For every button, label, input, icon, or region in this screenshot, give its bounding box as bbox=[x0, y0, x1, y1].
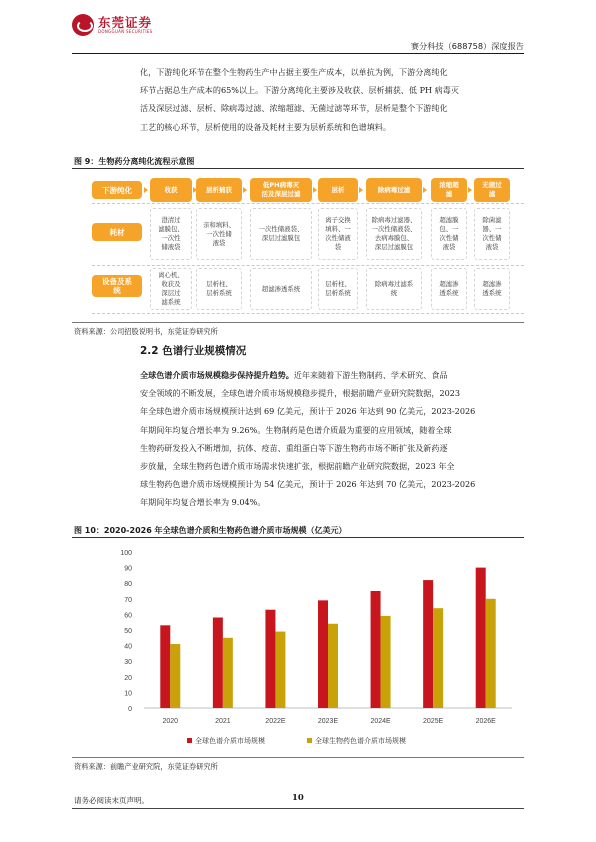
flow-arrow-icon bbox=[313, 187, 317, 193]
bar-global bbox=[318, 600, 328, 708]
figure10-source: 资料来源：前瞻产业研究院，东莞证券研究所 bbox=[74, 762, 218, 771]
flow-consumable-2: 一次性储液袋、 深层过滤膜包 bbox=[250, 208, 312, 260]
flow-equipment-4: 除病毒过滤系 统 bbox=[366, 268, 422, 310]
x-tick-label: 2020 bbox=[162, 718, 179, 725]
flow-consumable-3: 离子交换 填料、一 次性储液 袋 bbox=[318, 208, 358, 260]
figure9-bottom-rule bbox=[72, 322, 524, 323]
y-tick-label: 40 bbox=[124, 643, 132, 651]
legend-label: 全球生物药色谱介质市场规模 bbox=[315, 738, 406, 745]
figure9-source: 资料来源：公司招股说明书，东莞证券研究所 bbox=[74, 327, 218, 336]
flow-step-1: 层析捕获 bbox=[196, 178, 242, 202]
bar-biopharma bbox=[170, 644, 180, 708]
figure10-bottom-rule bbox=[72, 757, 524, 758]
flow-arrow-icon bbox=[144, 187, 148, 193]
x-tick-label: 2026E bbox=[475, 718, 496, 725]
y-tick-label: 70 bbox=[124, 596, 132, 604]
header-divider bbox=[72, 53, 524, 54]
intro-line: 活及深层过滤、层析、除病毒过滤、浓缩超滤、无菌过滤等环节，层析是整个下游纯化 bbox=[140, 103, 448, 114]
figure10-title: 图 10：2020-2026 年全球色谱介质和生物药色谱介质市场规模（亿美元） bbox=[74, 526, 347, 535]
x-tick-label: 2025E bbox=[423, 718, 444, 725]
intro-line: 工艺的核心环节，层析使用的设备及耗材主要为层析系统和色谱填料。 bbox=[140, 121, 391, 132]
market-line: 安全领域的不断发展，全球色谱介质市场规模稳步提升，根据前瞻产业研究院数据，2023 bbox=[140, 388, 461, 399]
footer-disclaimer: 请务必阅读末页声明。 bbox=[74, 796, 149, 805]
y-tick-label: 30 bbox=[124, 659, 132, 667]
flow-consumable-0: 澄清过 滤膜包、 一次性 储液袋 bbox=[150, 208, 192, 260]
flow-step-3: 层析 bbox=[318, 178, 358, 202]
page-number: 10 bbox=[292, 793, 304, 803]
bar-global bbox=[423, 580, 433, 708]
flow-row-label: 下游纯化 bbox=[92, 181, 142, 199]
y-tick-label: 20 bbox=[124, 674, 132, 682]
bar-global bbox=[476, 568, 486, 708]
flow-row-divider bbox=[92, 203, 524, 204]
market-line: 步放量，全球生物药色谱介质市场需求快速扩张，根据前瞻产业研究院数据，2023 年全 bbox=[140, 461, 455, 472]
bar-biopharma bbox=[433, 608, 443, 708]
bar-biopharma bbox=[381, 616, 391, 708]
report-label: 赛分科技（688758）深度报告 bbox=[410, 41, 524, 51]
market-paragraph bbox=[140, 366, 524, 512]
flow-step-2: 低PH病毒灭 活及深层过滤 bbox=[250, 178, 312, 202]
figure9-top-rule bbox=[72, 168, 524, 169]
y-tick-label: 0 bbox=[128, 706, 132, 713]
figure10-top-rule bbox=[72, 537, 524, 538]
intro-line: 环节占据总生产成本的65%以上。下游分离纯化主要涉及收获、层析捕获、低 PH 病毒灭 bbox=[140, 85, 459, 96]
flow-equipment-1: 层析柱、 层析系统 bbox=[196, 268, 242, 310]
logo-text-cn: 东莞证券 bbox=[98, 15, 153, 30]
bar-global bbox=[371, 591, 381, 708]
market-line: 年期间年均复合增长率为 9.04%。 bbox=[140, 497, 266, 508]
x-tick-label: 2021 bbox=[215, 718, 231, 725]
market-line: 年全球色谱介质市场规模预计达到 69 亿美元，预计于 2026 年达到 90 亿美元，2023-2026 bbox=[140, 406, 476, 417]
flow-arrow-icon bbox=[359, 187, 363, 193]
legend-label: 全球色谱介质市场规模 bbox=[195, 738, 265, 745]
flow-consumable-6: 除菌滤 器、一 次性储 液袋 bbox=[474, 208, 510, 260]
logo-text-en: DONGGUAN SECURITIES bbox=[98, 29, 153, 34]
flow-row-label: 设备及系 统 bbox=[92, 275, 142, 297]
y-tick-label: 50 bbox=[124, 628, 132, 635]
intro-line: 化，下游纯化环节在整个生物药生产中占据主要生产成本，以单抗为例，下游分离纯化 bbox=[140, 67, 448, 77]
y-tick-label: 10 bbox=[124, 690, 132, 698]
flow-arrow-icon bbox=[468, 187, 472, 193]
company-logo bbox=[72, 12, 172, 38]
flow-equipment-3: 层析柱、 层析系统 bbox=[318, 268, 358, 310]
y-tick-label: 60 bbox=[124, 612, 132, 620]
figure9-title: 图 9：生物药分离纯化流程示意图 bbox=[74, 157, 195, 166]
market-line-first bbox=[140, 366, 524, 384]
market-lead-sentence: 全球色谱介质市场规模稳步保持提升趋势。 bbox=[140, 370, 294, 380]
bar-biopharma bbox=[275, 632, 285, 708]
legend-swatch bbox=[307, 738, 312, 743]
section-heading: 2.2 色谱行业规模情况 bbox=[140, 345, 247, 357]
flow-row-divider bbox=[92, 313, 524, 314]
bar-biopharma bbox=[486, 599, 496, 708]
bar-biopharma bbox=[223, 638, 233, 708]
flow-row-divider bbox=[92, 265, 524, 266]
footer-divider bbox=[72, 808, 524, 809]
market-line: 年期间年均复合增长率为 9.26%。生物制药是色谱介质最为重要的应用领域，随着全球 bbox=[140, 424, 452, 435]
market-line: 生物药研发投入不断增加，抗体、疫苗、重组蛋白等下游生物药市场不断扩张及新药逐 bbox=[140, 442, 448, 453]
bar-global bbox=[160, 625, 170, 708]
flow-equipment-6: 超滤渗 透系统 bbox=[474, 268, 510, 310]
x-tick-label: 2022E bbox=[265, 718, 286, 725]
logo-emblem-icon bbox=[72, 14, 94, 36]
intro-paragraph bbox=[140, 63, 524, 136]
bar-global bbox=[265, 610, 275, 708]
legend-swatch bbox=[187, 738, 192, 743]
flow-arrow-icon bbox=[243, 187, 247, 193]
flow-equipment-5: 超滤渗 透系统 bbox=[431, 268, 467, 310]
flow-row-label: 耗材 bbox=[92, 223, 142, 241]
flow-step-5: 浓缩超 滤 bbox=[431, 178, 467, 202]
market-line: 近年来随着下游生物制药、学术研究、食品 bbox=[293, 370, 448, 380]
bar-global bbox=[213, 618, 223, 708]
flow-equipment-0: 离心机、 收获及 深层过 滤系统 bbox=[150, 268, 192, 310]
x-tick-label: 2024E bbox=[370, 718, 391, 725]
flow-step-0: 收获 bbox=[150, 178, 192, 202]
flow-step-6: 无菌过 滤 bbox=[474, 178, 510, 202]
y-tick-label: 100 bbox=[120, 550, 132, 557]
flow-consumable-5: 超滤膜 包、一 次性储 液袋 bbox=[431, 208, 467, 260]
flow-arrow-icon bbox=[423, 187, 427, 193]
bar-biopharma bbox=[328, 624, 338, 708]
flow-step-4: 除病毒过滤 bbox=[366, 178, 422, 202]
flow-equipment-2: 超滤渗透系统 bbox=[250, 268, 312, 310]
flow-consumable-4: 除病毒过滤器、 一次性储液袋、 去病毒膜包、 深层过滤膜包 bbox=[366, 208, 422, 260]
flow-consumable-1: 亲和填料、 一次性储 液袋 bbox=[196, 208, 242, 260]
x-tick-label: 2023E bbox=[317, 718, 339, 725]
market-size-bar-chart bbox=[72, 540, 524, 755]
y-tick-label: 80 bbox=[124, 581, 132, 589]
market-line: 球生物药色谱介质市场规模预计为 54 亿美元，预计于 2026 年达到 70 亿美元，2023-2026 bbox=[140, 479, 476, 490]
y-tick-label: 90 bbox=[124, 565, 132, 573]
